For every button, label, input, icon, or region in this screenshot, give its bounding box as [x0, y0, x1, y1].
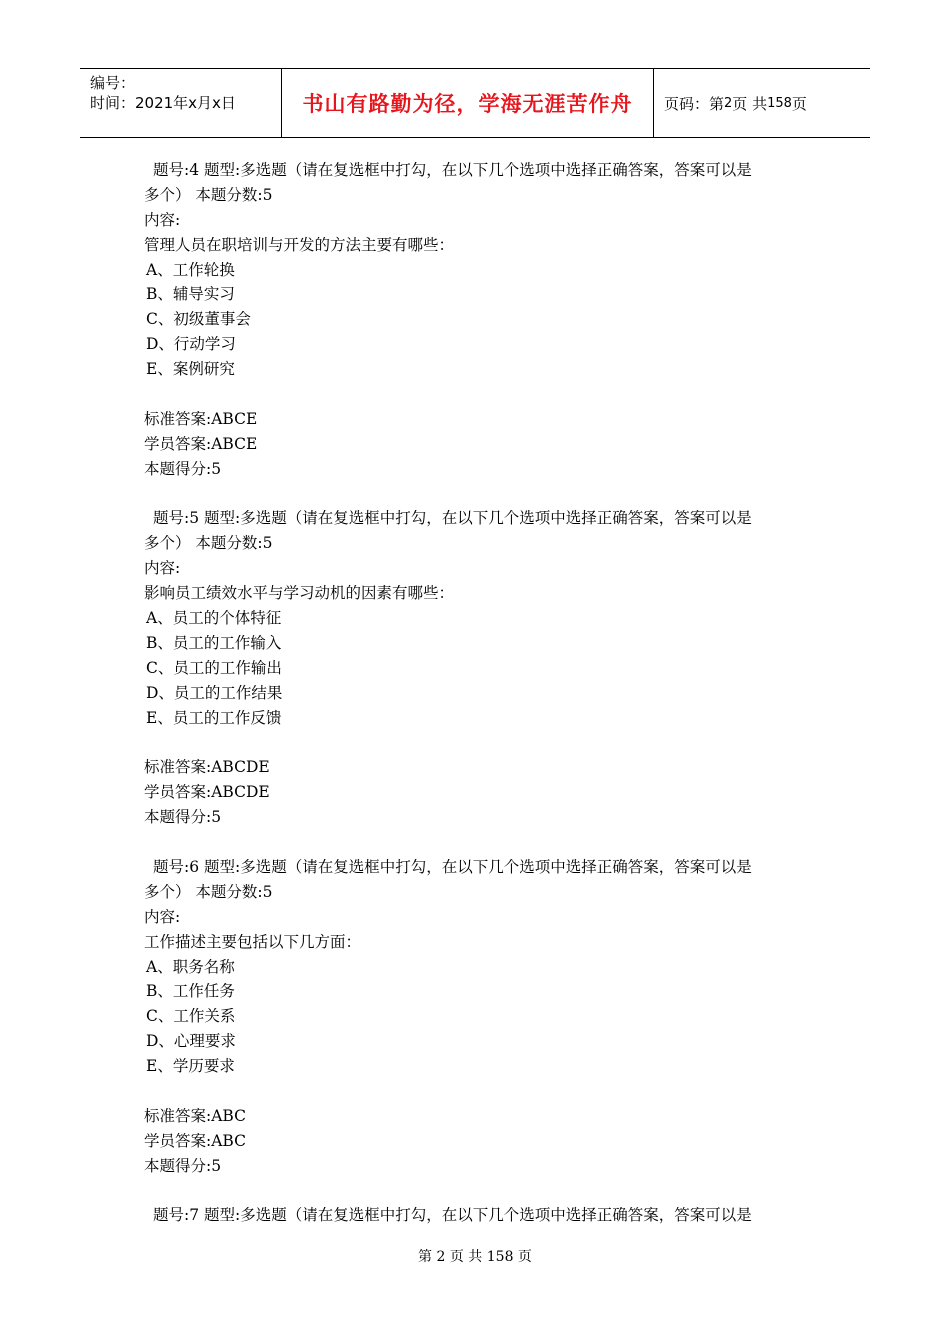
- content-label: 内容:: [144, 907, 181, 926]
- document-body: [144, 158, 834, 1228]
- question-stem: 工作描述主要包括以下几方面：: [144, 932, 362, 951]
- student-answer: 学员答案:ABCE: [144, 434, 258, 453]
- spacer: [144, 482, 834, 507]
- question-header-cont: 多个） 本题分数:5: [144, 882, 273, 901]
- option-a: A、职务名称: [146, 957, 235, 976]
- option-c: C、员工的工作输出: [146, 658, 282, 677]
- option-d: D、员工的工作结果: [146, 683, 283, 702]
- option-d: D、行动学习: [146, 335, 236, 354]
- question-score: 本题得分:5: [144, 459, 222, 478]
- page-prefix: 页码：第: [664, 94, 725, 113]
- question-header: 题号:6 题型:多选题（请在复选框中打勾，在以下几个选项中选择正确答案，答案可以是: [153, 857, 752, 876]
- standard-answer: 标准答案:ABC: [144, 1106, 246, 1125]
- question-stem: 影响员工绩效水平与学习动机的因素有哪些：: [144, 584, 455, 603]
- content-label: 内容:: [144, 210, 181, 229]
- option-c: C、工作关系: [146, 1007, 236, 1026]
- page-header: [80, 68, 870, 138]
- question-block: [144, 855, 834, 1203]
- spacer: [144, 830, 834, 855]
- option-a: A、工作轮换: [146, 260, 235, 279]
- page-suffix: 页: [791, 94, 807, 113]
- question-header: 题号:5 题型:多选题（请在复选框中打勾，在以下几个选项中选择正确答案，答案可以是: [153, 509, 752, 528]
- header-page-info: [654, 69, 870, 137]
- time-label: 时间：2021年x月x日: [90, 94, 236, 112]
- standard-answer: 标准答案:ABCE: [144, 409, 258, 428]
- spacer: [144, 1179, 834, 1204]
- option-e: E、案例研究: [146, 360, 235, 379]
- header-meta: [80, 69, 282, 137]
- question-block-partial: [144, 1203, 834, 1228]
- question-score: 本题得分:5: [144, 1156, 222, 1175]
- question-header-cont: 多个） 本题分数:5: [144, 534, 273, 553]
- page-number: 2: [724, 95, 733, 111]
- question-block: [144, 506, 834, 854]
- question-header: 题号:4 题型:多选题（请在复选框中打勾，在以下几个选项中选择正确答案，答案可以是: [153, 161, 752, 179]
- question-header: 题号:7 题型:多选题（请在复选框中打勾，在以下几个选项中选择正确答案，答案可以是: [153, 1206, 752, 1225]
- option-d: D、心理要求: [146, 1032, 236, 1051]
- option-a: A、员工的个体特征: [146, 609, 282, 628]
- page-footer: 第 2 页 共 158 页: [418, 1249, 532, 1265]
- option-e: E、学历要求: [146, 1057, 235, 1076]
- option-e: E、员工的工作反馈: [146, 708, 282, 727]
- header-motto: 书山有路勤为径，学海无涯苦作舟: [282, 69, 654, 137]
- option-b: B、工作任务: [146, 982, 235, 1001]
- standard-answer: 标准答案:ABCDE: [144, 758, 270, 777]
- option-b: B、员工的工作输入: [146, 633, 282, 652]
- option-b: B、辅导实习: [146, 285, 235, 304]
- page-mid: 页 共: [732, 94, 768, 113]
- option-c: C、初级董事会: [146, 310, 251, 329]
- spacer: [144, 1079, 834, 1104]
- question-score: 本题得分:5: [144, 808, 222, 827]
- number-label: 编号：: [90, 74, 136, 92]
- question-stem: 管理人员在职培训与开发的方法主要有哪些：: [144, 235, 455, 254]
- question-block: [144, 158, 834, 506]
- student-answer: 学员答案:ABCDE: [144, 783, 270, 802]
- content-label: 内容:: [144, 559, 181, 578]
- student-answer: 学员答案:ABC: [144, 1131, 246, 1150]
- spacer: [144, 382, 834, 407]
- spacer: [144, 730, 834, 755]
- page-total: 158: [767, 95, 792, 111]
- question-header-cont: 多个） 本题分数:5: [144, 185, 273, 204]
